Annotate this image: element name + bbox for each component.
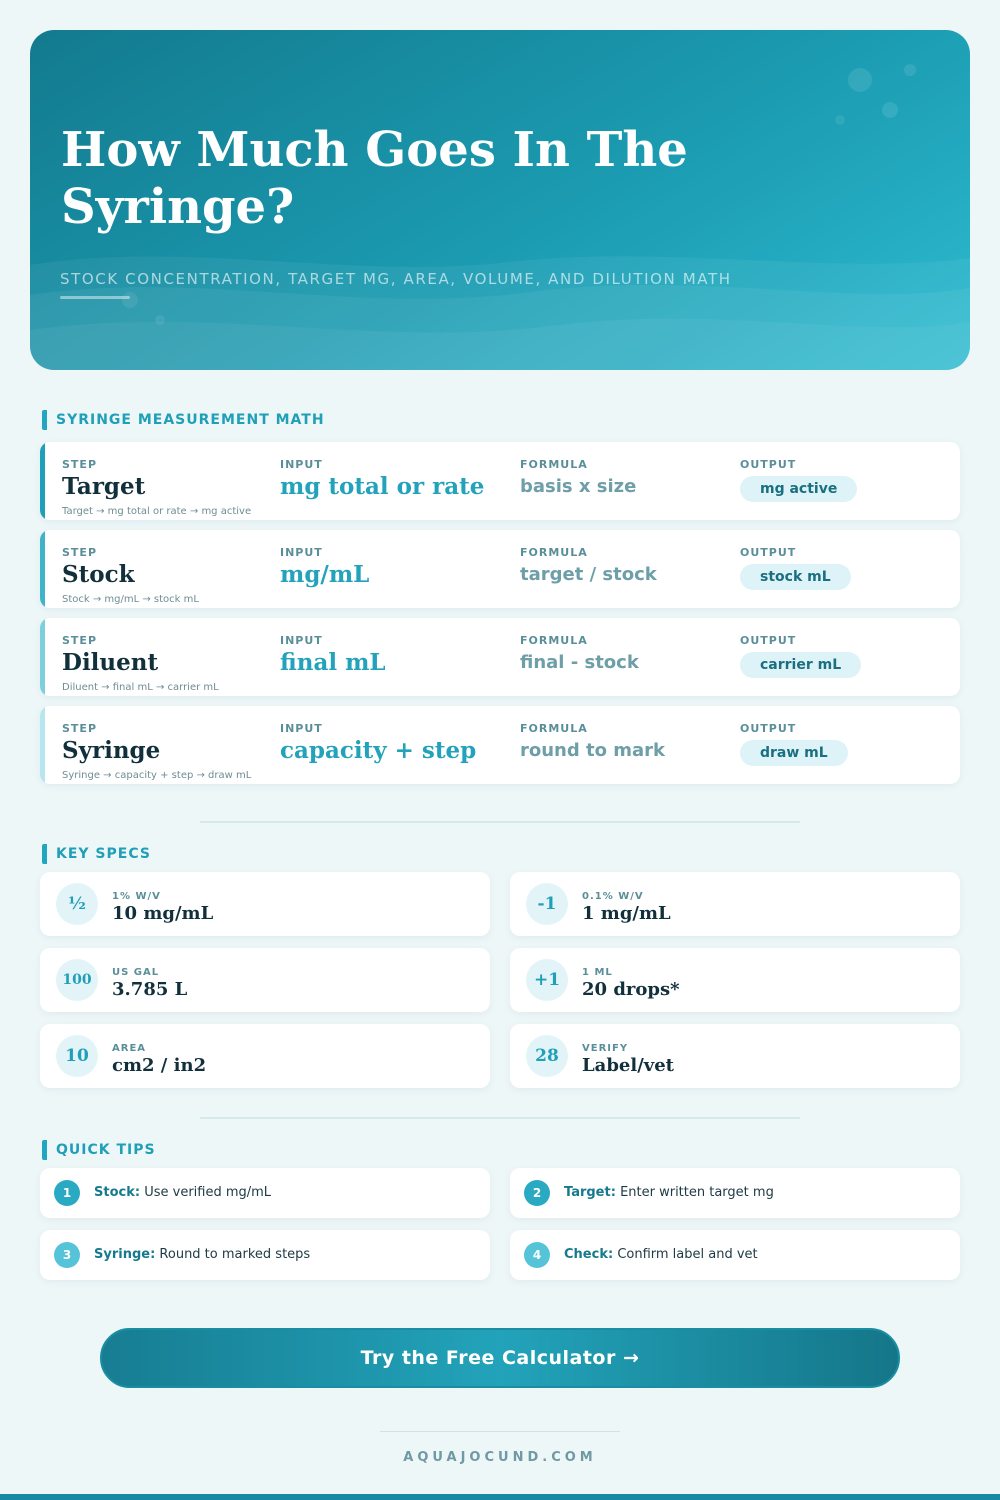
page-title: How Much Goes In The Syringe?	[61, 122, 688, 235]
output-column	[740, 458, 857, 502]
step-caption: Target → mg total or rate → mg active	[62, 506, 252, 517]
spec-value: Label/vet	[582, 1055, 674, 1076]
tip-key: Syringe:	[94, 1247, 156, 1262]
divider	[200, 1117, 800, 1119]
input-label: INPUT	[280, 634, 323, 647]
output-label: OUTPUT	[740, 722, 797, 735]
spec-value: 10 mg/mL	[112, 903, 214, 924]
footer-site-link[interactable]: AQUAJOCUND.COM	[403, 1450, 597, 1465]
output-label: OUTPUT	[740, 458, 797, 471]
section-title-specs: KEY SPECS	[42, 844, 151, 864]
output-column	[740, 634, 861, 678]
step-column	[62, 546, 135, 588]
spec-badge: 10	[56, 1035, 98, 1077]
title-underline	[60, 296, 130, 299]
tip-text	[564, 1185, 774, 1200]
step-caption: Syringe → capacity + step → draw mL	[62, 770, 252, 781]
step-row-diluent	[40, 618, 960, 696]
step-label: STEP	[62, 546, 98, 559]
spec-badge: 100	[56, 959, 98, 1001]
step-name: Stock	[62, 561, 135, 588]
step-column	[62, 634, 158, 676]
tip-key: Target:	[564, 1185, 616, 1200]
tip-body: Use verified mg/mL	[144, 1185, 272, 1200]
formula-value: final - stock	[520, 652, 639, 673]
tip-key: Stock:	[94, 1185, 141, 1200]
input-value: capacity + step	[280, 737, 477, 764]
spec-card	[510, 1024, 960, 1088]
formula-value: round to mark	[520, 740, 666, 761]
output-pill: carrier mL	[740, 652, 861, 678]
spec-label: VERIFY	[582, 1043, 629, 1054]
spec-value: cm2 / in2	[112, 1055, 207, 1076]
spec-badge: +1	[526, 959, 568, 1001]
input-column	[280, 546, 369, 588]
formula-label: FORMULA	[520, 722, 588, 735]
tip-body: Enter written target mg	[620, 1185, 774, 1200]
tip-body: Round to marked steps	[159, 1247, 311, 1262]
tip-number-badge: 1	[54, 1180, 80, 1206]
input-column	[280, 722, 476, 764]
output-label: OUTPUT	[740, 546, 797, 559]
tip-number-badge: 4	[524, 1242, 550, 1268]
output-label: OUTPUT	[740, 634, 797, 647]
spec-label: 1 ML	[582, 967, 613, 978]
bottom-accent-bar	[0, 1494, 1000, 1500]
step-row-syringe	[40, 706, 960, 784]
footer-divider	[380, 1431, 620, 1432]
input-column	[280, 634, 386, 676]
spec-badge: 28	[526, 1035, 568, 1077]
formula-column	[520, 546, 657, 585]
output-pill: mg active	[740, 476, 857, 502]
formula-label: FORMULA	[520, 546, 588, 559]
step-label: STEP	[62, 634, 98, 647]
tip-card	[510, 1168, 960, 1218]
spec-badge: ½	[56, 883, 98, 925]
spec-card	[510, 948, 960, 1012]
tip-key: Check:	[564, 1247, 614, 1262]
hero-banner	[30, 30, 970, 370]
calculator-cta-button[interactable]: Try the Free Calculator →	[100, 1328, 900, 1388]
input-value: mg/mL	[280, 561, 370, 588]
section-title-math: SYRINGE MEASUREMENT MATH	[42, 410, 325, 430]
spec-card	[40, 948, 490, 1012]
step-name: Target	[62, 473, 146, 500]
page-subtitle: STOCK CONCENTRATION, TARGET MG, AREA, VOLUME, AND DILUTION MATH	[60, 270, 732, 288]
input-label: INPUT	[280, 546, 323, 559]
step-name: Syringe	[62, 737, 161, 764]
formula-column	[520, 458, 636, 497]
output-column	[740, 546, 851, 590]
step-accent-bar	[40, 706, 45, 784]
formula-value: target / stock	[520, 564, 657, 585]
input-label: INPUT	[280, 722, 323, 735]
step-caption: Diluent → final mL → carrier mL	[62, 682, 219, 693]
spec-label: AREA	[112, 1043, 147, 1054]
formula-column	[520, 634, 639, 673]
step-accent-bar	[40, 442, 45, 520]
step-row-stock	[40, 530, 960, 608]
formula-value: basis x size	[520, 476, 637, 497]
input-column	[280, 458, 484, 500]
step-column	[62, 722, 160, 764]
output-pill: draw mL	[740, 740, 848, 766]
step-column	[62, 458, 145, 500]
tip-card	[40, 1168, 490, 1218]
step-accent-bar	[40, 530, 45, 608]
spec-label: US GAL	[112, 967, 160, 978]
tip-text	[94, 1185, 271, 1200]
input-label: INPUT	[280, 458, 323, 471]
spec-label: 0.1% W/V	[582, 891, 644, 902]
tip-number-badge: 3	[54, 1242, 80, 1268]
spec-card	[40, 872, 490, 936]
spec-value: 1 mg/mL	[582, 903, 671, 924]
spec-badge: -1	[526, 883, 568, 925]
output-column	[740, 722, 848, 766]
spec-value: 3.785 L	[112, 979, 188, 1000]
spec-label: 1% W/V	[112, 891, 161, 902]
step-caption: Stock → mg/mL → stock mL	[62, 594, 199, 605]
spec-card	[40, 1024, 490, 1088]
formula-column	[520, 722, 665, 761]
tip-card	[40, 1230, 490, 1280]
tip-number-badge: 2	[524, 1180, 550, 1206]
step-accent-bar	[40, 618, 45, 696]
step-row-target	[40, 442, 960, 520]
spec-value: 20 drops*	[582, 979, 680, 1000]
section-title-tips: QUICK TIPS	[42, 1140, 156, 1160]
step-label: STEP	[62, 458, 98, 471]
input-value: mg total or rate	[280, 473, 485, 500]
spec-card	[510, 872, 960, 936]
tip-card	[510, 1230, 960, 1280]
input-value: final mL	[280, 649, 386, 676]
tip-text	[94, 1247, 310, 1262]
step-name: Diluent	[62, 649, 159, 676]
formula-label: FORMULA	[520, 458, 588, 471]
formula-label: FORMULA	[520, 634, 588, 647]
tip-text	[564, 1247, 758, 1262]
step-label: STEP	[62, 722, 98, 735]
divider	[200, 821, 800, 823]
output-pill: stock mL	[740, 564, 851, 590]
tip-body: Confirm label and vet	[617, 1247, 758, 1262]
